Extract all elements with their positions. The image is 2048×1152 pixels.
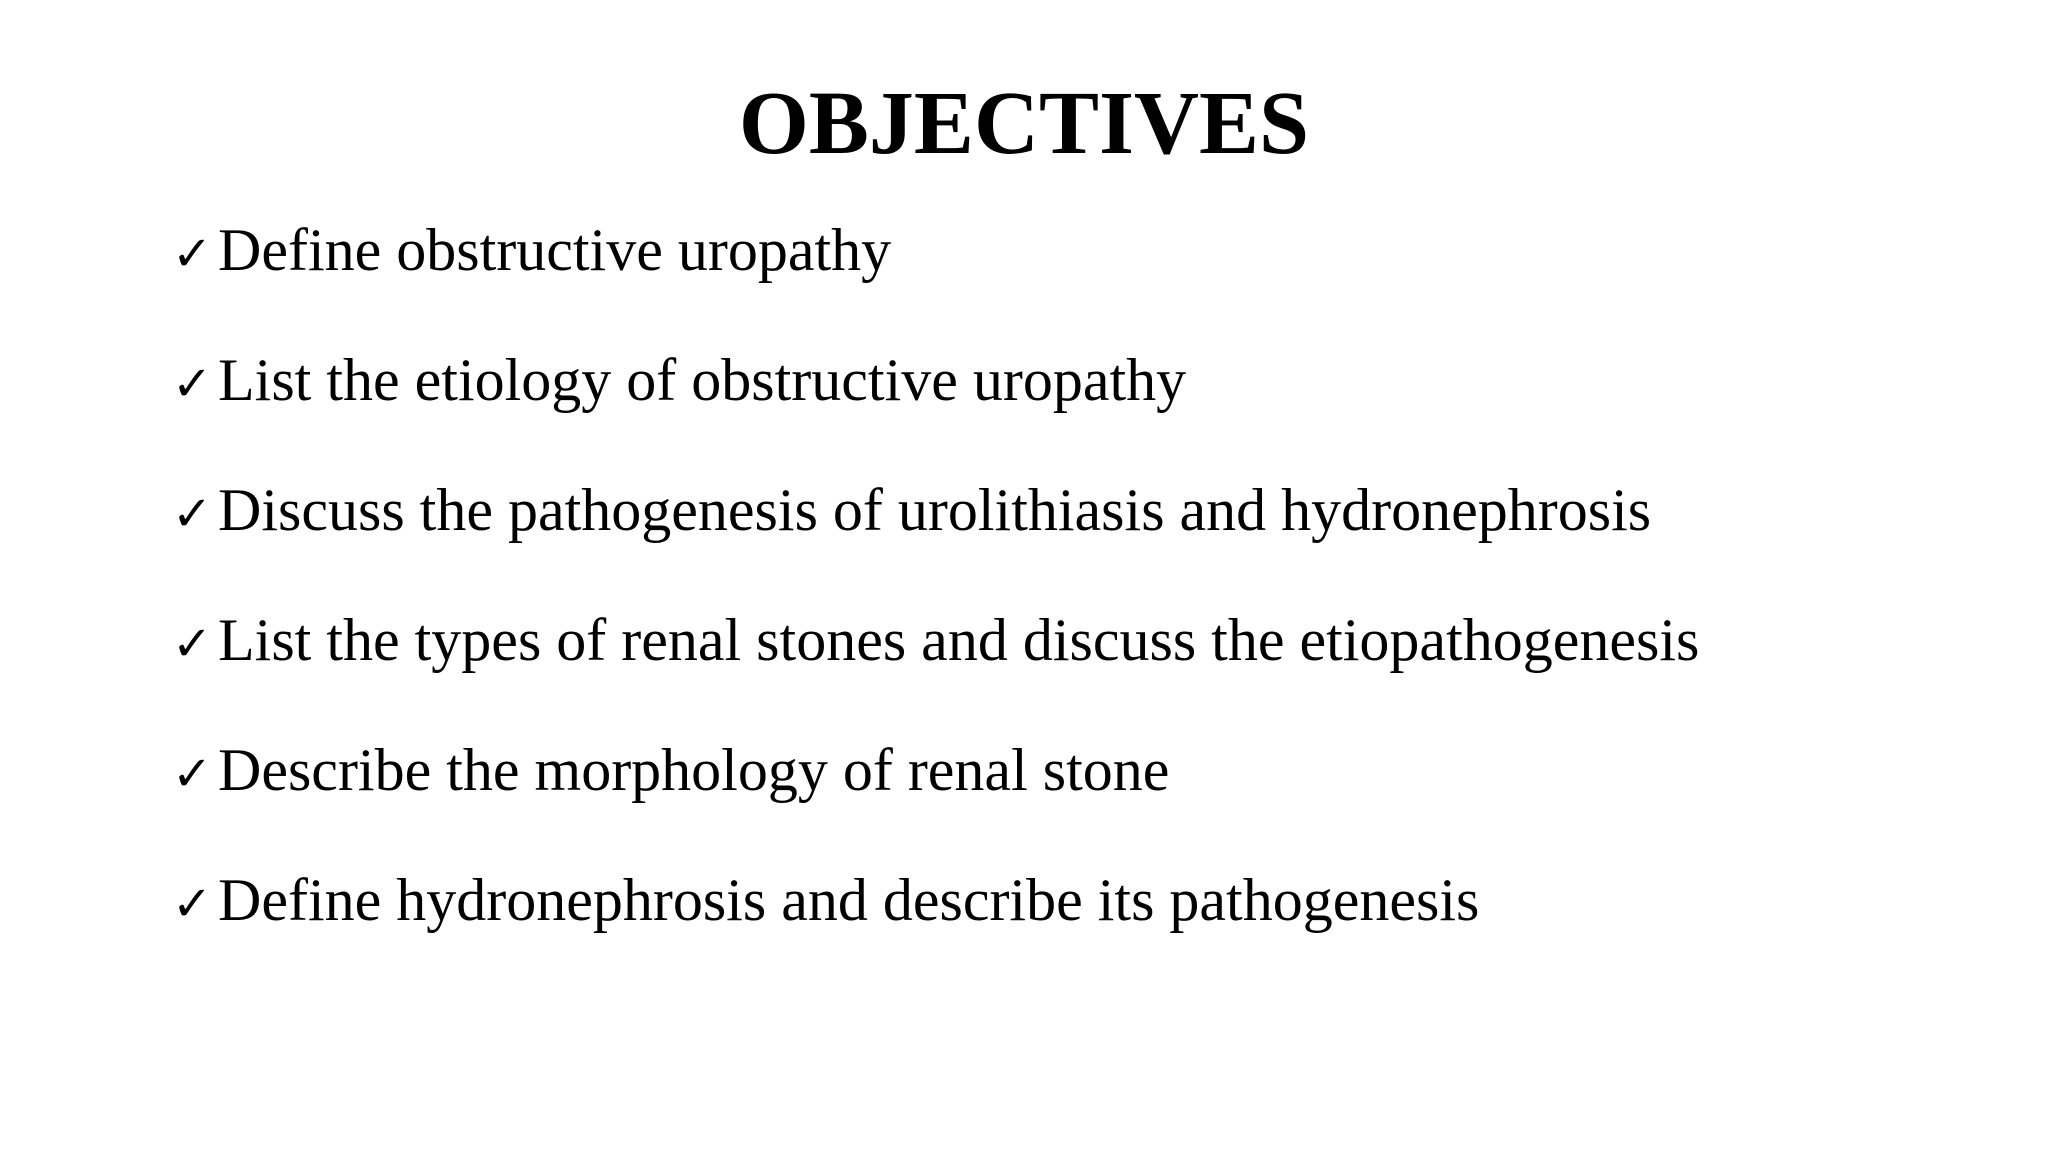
check-mark-icon: ✓ [172, 876, 213, 932]
objective-item-1 [172, 215, 1699, 345]
check-mark-icon: ✓ [172, 356, 213, 412]
objective-text: Define hydronephrosis and describe its pathogenesis [218, 867, 1480, 933]
check-mark-icon: ✓ [172, 226, 213, 282]
objective-text: Discuss the pathogenesis of urolithiasis and hydronephrosis [218, 477, 1652, 543]
objective-item-4 [172, 605, 1699, 735]
check-mark-icon: ✓ [172, 616, 213, 672]
slide-title: OBJECTIVES [738, 74, 1310, 173]
objective-item-5 [172, 735, 1699, 865]
objective-text: Define obstructive uropathy [218, 217, 892, 283]
objective-item-6 [172, 865, 1699, 995]
objective-text: List the types of renal stones and discuss the etiopathogenesis [218, 607, 1700, 673]
objective-text: List the etiology of obstructive uropathy [218, 347, 1187, 413]
objective-item-2 [172, 345, 1699, 475]
objective-item-3 [172, 475, 1699, 605]
objective-text: Describe the morphology of renal stone [218, 737, 1170, 803]
objectives-list [172, 215, 1699, 995]
check-mark-icon: ✓ [172, 746, 213, 802]
check-mark-icon: ✓ [172, 486, 213, 542]
